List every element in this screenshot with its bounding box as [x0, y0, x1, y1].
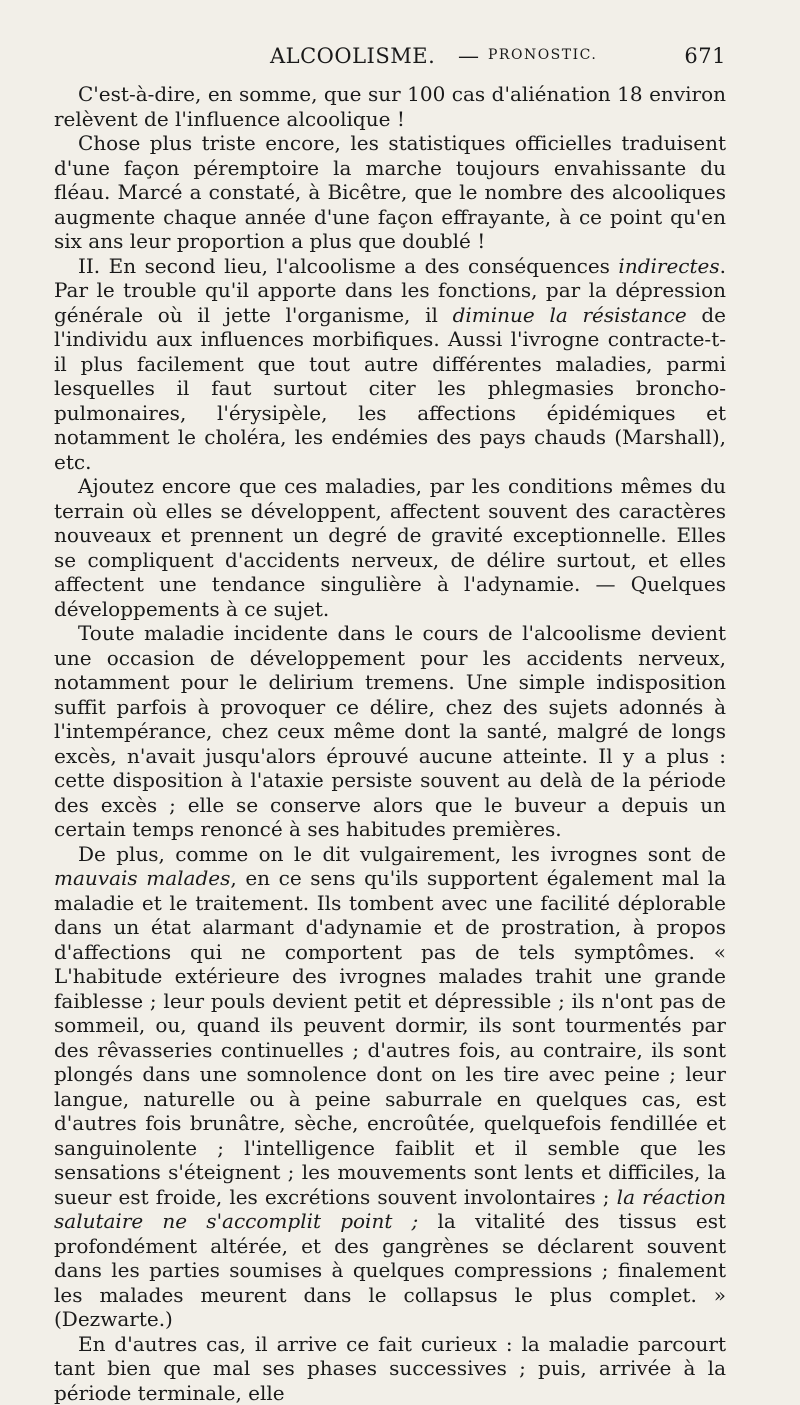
section-title: PRONOSTIC.	[488, 47, 597, 63]
paragraph: C'est-à-dire, en somme, que sur 100 cas d'aliénation 18 environ relèvent de l'influence alcoolique !	[54, 82, 726, 131]
emphasis: indirectes	[618, 254, 719, 278]
paragraph: Chose plus triste encore, les statistiques officielles traduisent d'une façon péremptoire la marche toujours envahissante du fléau. Marcé a constaté, à Bicêtre, que le nombre des alcooliques augmente chaque année d'une façon effrayante, à ce point qu'en six ans leur proportion a plus que doublé !	[54, 131, 726, 254]
emphasis: mauvais malades	[54, 866, 230, 890]
emphasis: la réaction salutaire ne s'accomplit point ;	[54, 1185, 726, 1234]
page-number: 671	[684, 44, 726, 68]
emphasis: diminue la résistance	[453, 303, 687, 327]
paragraph: Toute maladie incidente dans le cours de l'alcoolisme devient une occasion de développement pour les accidents nerveux, notamment pour le delirium tremens. Une simple indisposition suffit parfois à provoquer ce délire, chez des sujets adonnés à l'intempérance, chez ceux même dont la santé, malgré de longs excès, n'avait jusqu'alors éprouvé aucune atteinte. Il y a plus : cette disposition à l'ataxie persiste souvent au delà de la période des excès ; elle se conserve alors que le buveur a depuis un certain temps renoncé à ses habitudes premières.	[54, 621, 726, 842]
paragraph: En d'autres cas, il arrive ce fait curieux : la maladie parcourt tant bien que mal ses phases successives ; puis, arrivée à la période terminale, elle	[54, 1332, 726, 1405]
paragraph: II. En second lieu, l'alcoolisme a des conséquences indirectes. Par le trouble qu'il apporte dans les fonctions, par la dépression générale où il jette l'organisme, il diminue la résistance de l'individu aux influences morbifiques. Aussi l'ivrogne contracte-t-il plus facilement que tout autre différentes maladies, parmi lesquelles il faut surtout citer les phlegmasies broncho-pulmonaires, l'érysipèle, les affections épidémiques et notamment le choléra, les endémies des pays chauds (Marshall), etc.	[54, 254, 726, 475]
running-header	[56, 44, 726, 74]
paragraph: De plus, comme on le dit vulgairement, les ivrognes sont de mauvais malades, en ce sens qu'ils supportent également mal la maladie et le traitement. Ils tombent avec une facilité déplorable dans un état alarmant d'adynamie et de prostration, à propos d'affections qui ne comportent pas de tels symptômes. « L'habitude extérieure des ivrognes malades trahit une grande faiblesse ; leur pouls devient petit et dépressible ; ils n'ont pas de sommeil, ou, quand ils peuvent dormir, ils sont tourmentés par des rêvasseries continuelles ; d'autres fois, au contraire, ils sont plongés dans une somnolence dont on les tire avec peine ; leur langue, naturelle ou à peine saburrale en quelques cas, est d'autres fois brunâtre, sèche, encroûtée, quelquefois fendillée et sanguinolente ; l'intelligence faiblit et il semble que les sensations s'éteignent ; les mouvements sont lents et difficiles, la sueur est froide, les excrétions souvent involontaires ; la réaction salutaire ne s'accomplit point ; la vitalité des tissus est profondément altérée, et des gangrènes se déclarent souvent dans les parties soumises à quelques compressions ; finalement les malades meurent dans le collapsus le plus complet. » (Dezwarte.)	[54, 842, 726, 1332]
running-title: ALCOOLISME.	[270, 44, 435, 68]
body-text	[54, 82, 726, 1405]
header-separator: —	[458, 44, 480, 68]
paragraph: Ajoutez encore que ces maladies, par les conditions mêmes du terrain où elles se développent, affectent souvent des caractères nouveaux et prennent un degré de gravité exceptionnelle. Elles se compliquent d'accidents nerveux, de délire surtout, et elles affectent une tendance singulière à l'adynamie. — Quelques développements à ce sujet.	[54, 474, 726, 621]
